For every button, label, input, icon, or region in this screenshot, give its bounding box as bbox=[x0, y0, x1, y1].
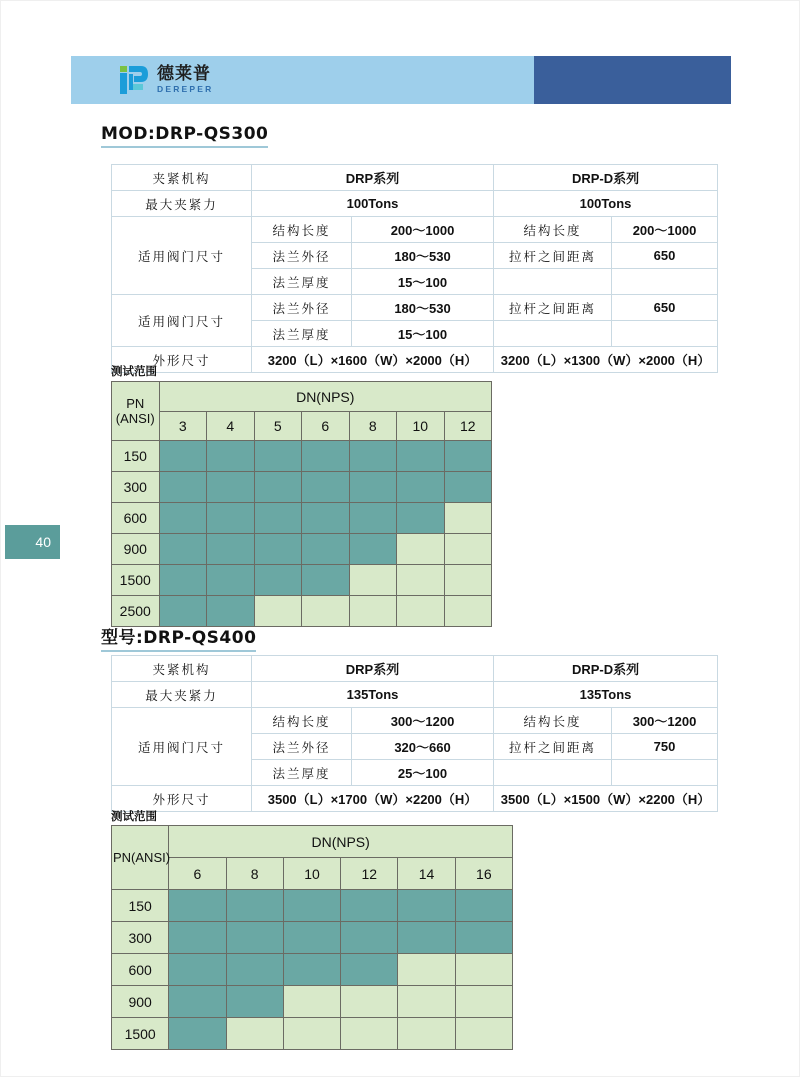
spec-cell: 法兰厚度 bbox=[252, 321, 352, 347]
matrix-cell-supported bbox=[283, 922, 340, 954]
spec-cell: 结构长度 bbox=[494, 217, 612, 243]
spec-cell: 最大夹紧力 bbox=[112, 191, 252, 217]
spec-cell: 25～100 bbox=[352, 760, 494, 786]
spec-cell: 拉杆之间距离 bbox=[494, 295, 612, 321]
matrix-cell-supported bbox=[207, 534, 255, 565]
matrix-cell-empty bbox=[349, 596, 397, 627]
matrix-row-header: 1500 bbox=[112, 1018, 169, 1050]
spec-cell-empty bbox=[494, 760, 612, 786]
matrix-cell-empty bbox=[444, 503, 492, 534]
matrix-cell-empty bbox=[455, 986, 512, 1018]
spec-cell: 15～100 bbox=[352, 269, 494, 295]
matrix-cell-supported bbox=[159, 472, 207, 503]
matrix-column-header: 14 bbox=[398, 858, 455, 890]
spec-cell: 夹紧机构 bbox=[112, 165, 252, 191]
matrix-cell-empty bbox=[397, 534, 445, 565]
spec-cell: 法兰厚度 bbox=[252, 269, 352, 295]
matrix-cell-supported bbox=[207, 565, 255, 596]
matrix-cell-supported bbox=[283, 890, 340, 922]
matrix-cell-supported bbox=[397, 441, 445, 472]
matrix-column-header: 8 bbox=[226, 858, 283, 890]
matrix-cell-supported bbox=[254, 472, 302, 503]
brand-logo-text bbox=[157, 66, 214, 94]
matrix-body bbox=[112, 382, 492, 627]
matrix-row-header: 300 bbox=[112, 472, 160, 503]
matrix-cell-empty bbox=[349, 565, 397, 596]
spec-cell: 3200（L）×1300（W）×2000（H） bbox=[494, 347, 718, 373]
spec-cell: DRP-D系列 bbox=[494, 656, 718, 682]
matrix-cell-supported bbox=[169, 954, 226, 986]
spec-cell: 法兰外径 bbox=[252, 243, 352, 269]
spec-cell: 适用阀门尺寸 bbox=[112, 708, 252, 786]
spec-cell: 3200（L）×1600（W）×2000（H） bbox=[252, 347, 494, 373]
matrix-cell-empty bbox=[398, 1018, 455, 1050]
matrix-header-row bbox=[112, 826, 513, 858]
spec-cell: 拉杆之间距离 bbox=[494, 243, 612, 269]
test-range-matrix-qs300 bbox=[111, 381, 492, 627]
matrix-column-header: 6 bbox=[302, 412, 350, 441]
matrix-cell-empty bbox=[444, 534, 492, 565]
matrix-col-axis-label: DN(NPS) bbox=[169, 826, 513, 858]
matrix-cell-empty bbox=[397, 565, 445, 596]
matrix-cell-supported bbox=[302, 472, 350, 503]
matrix-cell-supported bbox=[349, 534, 397, 565]
spec-cell: 135Tons bbox=[494, 682, 718, 708]
matrix-column-header: 4 bbox=[207, 412, 255, 441]
matrix-cell-supported bbox=[207, 596, 255, 627]
spec-row bbox=[112, 786, 718, 812]
spec-cell: 650 bbox=[612, 295, 718, 321]
matrix-row-header: 900 bbox=[112, 534, 160, 565]
spec-cell: 外形尺寸 bbox=[112, 347, 252, 373]
matrix-column-header: 3 bbox=[159, 412, 207, 441]
matrix-cell-supported bbox=[159, 441, 207, 472]
matrix-cell-supported bbox=[207, 441, 255, 472]
matrix-cell-empty bbox=[283, 1018, 340, 1050]
matrix-row-header: 600 bbox=[112, 954, 169, 986]
matrix-cell-supported bbox=[349, 472, 397, 503]
matrix-cell-supported bbox=[444, 441, 492, 472]
spec-row bbox=[112, 295, 718, 321]
spec-cell: 拉杆之间距离 bbox=[494, 734, 612, 760]
spec-row bbox=[112, 708, 718, 734]
spec-row bbox=[112, 217, 718, 243]
matrix-cell-supported bbox=[159, 565, 207, 596]
spec-cell: 适用阀门尺寸 bbox=[112, 217, 252, 295]
matrix-row-axis-label: PN (ANSI) bbox=[112, 382, 160, 441]
spec-cell: 15～100 bbox=[352, 321, 494, 347]
matrix-cell-supported bbox=[341, 954, 398, 986]
matrix-cell-supported bbox=[169, 890, 226, 922]
spec-row bbox=[112, 682, 718, 708]
section-title-qs400: 型号:DRP-QS400 bbox=[101, 623, 256, 652]
matrix-row-header: 900 bbox=[112, 986, 169, 1018]
matrix-cell-supported bbox=[169, 922, 226, 954]
matrix-cell-supported bbox=[302, 441, 350, 472]
matrix-cell-empty bbox=[444, 565, 492, 596]
matrix-cell-empty bbox=[398, 986, 455, 1018]
brand-logo bbox=[119, 65, 214, 95]
spec-table-body bbox=[112, 656, 718, 812]
matrix-cell-supported bbox=[283, 954, 340, 986]
dereper-logo-icon bbox=[119, 65, 149, 95]
matrix-cell-supported bbox=[444, 472, 492, 503]
matrix-column-header: 5 bbox=[254, 412, 302, 441]
matrix-row-header: 150 bbox=[112, 890, 169, 922]
spec-cell: DRP系列 bbox=[252, 165, 494, 191]
spec-cell: DRP-D系列 bbox=[494, 165, 718, 191]
spec-cell: DRP系列 bbox=[252, 656, 494, 682]
spec-cell: 200～1000 bbox=[612, 217, 718, 243]
matrix-cell-supported bbox=[159, 534, 207, 565]
spec-cell: 3500（L）×1500（W）×2200（H） bbox=[494, 786, 718, 812]
matrix-row-header: 2500 bbox=[112, 596, 160, 627]
brand-name-en: DEREPER bbox=[157, 84, 214, 95]
matrix-cell-supported bbox=[254, 534, 302, 565]
matrix-cell-supported bbox=[254, 503, 302, 534]
spec-cell: 200～1000 bbox=[352, 217, 494, 243]
spec-cell: 750 bbox=[612, 734, 718, 760]
spec-table-qs400 bbox=[111, 655, 718, 812]
section-title-qs300: MOD:DRP-QS300 bbox=[101, 124, 268, 148]
matrix-cell-empty bbox=[397, 596, 445, 627]
spec-cell-empty bbox=[494, 269, 612, 295]
matrix-row bbox=[112, 441, 492, 472]
matrix-column-header: 6 bbox=[169, 858, 226, 890]
spec-cell: 最大夹紧力 bbox=[112, 682, 252, 708]
matrix-body bbox=[112, 826, 513, 1050]
spec-cell: 100Tons bbox=[252, 191, 494, 217]
matrix-column-header: 10 bbox=[283, 858, 340, 890]
spec-cell: 法兰厚度 bbox=[252, 760, 352, 786]
header-banner-left bbox=[71, 56, 534, 104]
matrix-cell-empty bbox=[226, 1018, 283, 1050]
matrix-column-header: 16 bbox=[455, 858, 512, 890]
spec-cell: 100Tons bbox=[494, 191, 718, 217]
spec-row bbox=[112, 191, 718, 217]
matrix-row bbox=[112, 986, 513, 1018]
matrix-column-header: 10 bbox=[397, 412, 445, 441]
spec-cell: 夹紧机构 bbox=[112, 656, 252, 682]
matrix-cell-empty bbox=[444, 596, 492, 627]
matrix-cell-supported bbox=[341, 890, 398, 922]
matrix-column-header-row bbox=[112, 858, 513, 890]
matrix-row-header: 1500 bbox=[112, 565, 160, 596]
spec-row bbox=[112, 165, 718, 191]
matrix-cell-empty bbox=[283, 986, 340, 1018]
matrix-cell-supported bbox=[207, 503, 255, 534]
matrix-row bbox=[112, 890, 513, 922]
matrix-row-axis-label: PN(ANSI) bbox=[112, 826, 169, 890]
matrix-cell-supported bbox=[349, 441, 397, 472]
matrix-cell-supported bbox=[302, 534, 350, 565]
matrix-row bbox=[112, 534, 492, 565]
matrix-cell-supported bbox=[226, 986, 283, 1018]
matrix-cell-supported bbox=[455, 890, 512, 922]
matrix-cell-supported bbox=[254, 565, 302, 596]
spec-cell: 结构长度 bbox=[252, 708, 352, 734]
matrix-row bbox=[112, 565, 492, 596]
matrix-cell-supported bbox=[397, 472, 445, 503]
spec-row bbox=[112, 347, 718, 373]
range-caption-qs400: 测试范围 bbox=[111, 809, 157, 823]
spec-cell: 300～1200 bbox=[352, 708, 494, 734]
brand-name-cn: 德莱普 bbox=[157, 64, 211, 85]
matrix-cell-supported bbox=[455, 922, 512, 954]
matrix-cell-supported bbox=[169, 1018, 226, 1050]
matrix-cell-supported bbox=[169, 986, 226, 1018]
spec-cell: 法兰外径 bbox=[252, 295, 352, 321]
matrix-cell-supported bbox=[226, 890, 283, 922]
matrix-cell-supported bbox=[226, 922, 283, 954]
matrix-row bbox=[112, 922, 513, 954]
matrix-cell-supported bbox=[207, 472, 255, 503]
matrix-header-row bbox=[112, 382, 492, 412]
header-banner-right bbox=[534, 56, 731, 104]
matrix-row bbox=[112, 596, 492, 627]
spec-cell: 135Tons bbox=[252, 682, 494, 708]
spec-cell: 结构长度 bbox=[252, 217, 352, 243]
matrix-cell-empty bbox=[455, 954, 512, 986]
matrix-cell-supported bbox=[302, 565, 350, 596]
matrix-cell-supported bbox=[302, 503, 350, 534]
spec-cell-empty bbox=[612, 269, 718, 295]
matrix-row bbox=[112, 503, 492, 534]
spec-cell: 180～530 bbox=[352, 295, 494, 321]
spec-cell-empty bbox=[612, 760, 718, 786]
matrix-column-header: 12 bbox=[341, 858, 398, 890]
spec-cell: 320～660 bbox=[352, 734, 494, 760]
matrix-row bbox=[112, 472, 492, 503]
matrix-cell-supported bbox=[341, 922, 398, 954]
matrix-cell-empty bbox=[341, 1018, 398, 1050]
test-range-matrix-qs400 bbox=[111, 825, 513, 1050]
matrix-row-header: 150 bbox=[112, 441, 160, 472]
matrix-row bbox=[112, 954, 513, 986]
spec-cell: 法兰外径 bbox=[252, 734, 352, 760]
matrix-row-header: 600 bbox=[112, 503, 160, 534]
matrix-col-axis-label: DN(NPS) bbox=[159, 382, 492, 412]
matrix-cell-supported bbox=[398, 890, 455, 922]
matrix-cell-supported bbox=[159, 503, 207, 534]
page-number-badge: 40 bbox=[5, 525, 60, 559]
matrix-cell-empty bbox=[341, 986, 398, 1018]
spec-cell-empty bbox=[494, 321, 612, 347]
spec-cell: 650 bbox=[612, 243, 718, 269]
matrix-cell-supported bbox=[159, 596, 207, 627]
range-caption-qs300: 测试范围 bbox=[111, 364, 157, 378]
spec-cell: 外形尺寸 bbox=[112, 786, 252, 812]
spec-cell-empty bbox=[612, 321, 718, 347]
matrix-cell-empty bbox=[455, 1018, 512, 1050]
spec-cell: 3500（L）×1700（W）×2200（H） bbox=[252, 786, 494, 812]
matrix-row-header: 300 bbox=[112, 922, 169, 954]
spec-table-qs300 bbox=[111, 164, 718, 373]
spec-table-body bbox=[112, 165, 718, 373]
spec-cell: 适用阀门尺寸 bbox=[112, 295, 252, 347]
matrix-cell-empty bbox=[302, 596, 350, 627]
matrix-column-header: 8 bbox=[349, 412, 397, 441]
matrix-cell-supported bbox=[226, 954, 283, 986]
matrix-column-header-row bbox=[112, 412, 492, 441]
matrix-row bbox=[112, 1018, 513, 1050]
matrix-cell-supported bbox=[349, 503, 397, 534]
spec-cell: 180～530 bbox=[352, 243, 494, 269]
matrix-cell-supported bbox=[398, 922, 455, 954]
matrix-cell-supported bbox=[254, 441, 302, 472]
spec-row bbox=[112, 656, 718, 682]
matrix-cell-empty bbox=[398, 954, 455, 986]
header-banner bbox=[71, 56, 731, 104]
matrix-cell-empty bbox=[254, 596, 302, 627]
spec-cell: 结构长度 bbox=[494, 708, 612, 734]
spec-cell: 300～1200 bbox=[612, 708, 718, 734]
matrix-column-header: 12 bbox=[444, 412, 492, 441]
matrix-cell-supported bbox=[397, 503, 445, 534]
